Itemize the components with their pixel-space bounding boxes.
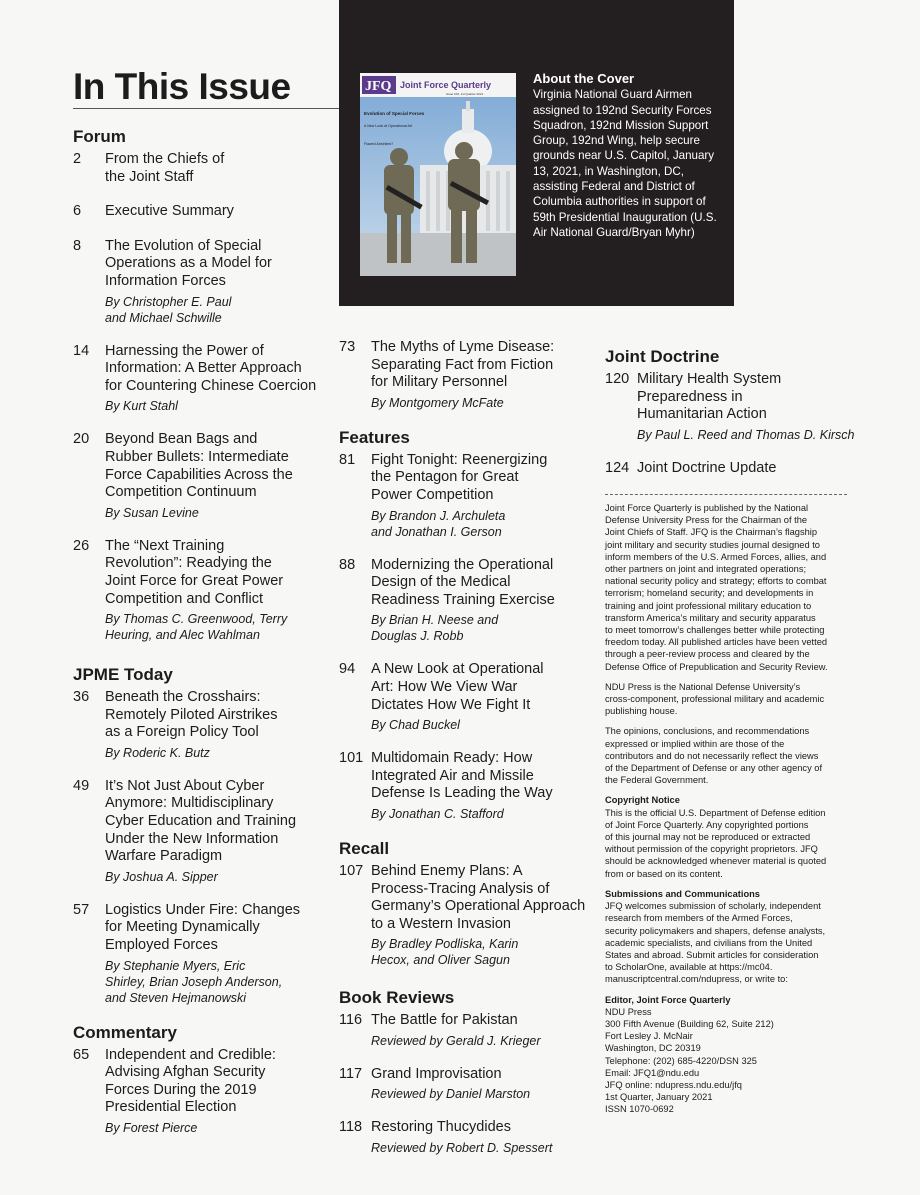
masthead-line: academic specialists, and civilians from the United xyxy=(605,937,813,948)
entry-author xyxy=(637,427,854,443)
entry-title[interactable] xyxy=(105,238,272,291)
title-line: Beyond Bean Bags and xyxy=(105,431,258,448)
entry-body xyxy=(105,238,272,326)
entry-title[interactable] xyxy=(105,902,300,955)
title-line: Revolution”: Readying the xyxy=(105,555,272,572)
title-line: for Countering Chinese Coercion xyxy=(105,377,317,394)
toc-entry[interactable] xyxy=(339,1066,599,1103)
masthead-line: Email: JFQ1@ndu.edu xyxy=(605,1067,700,1078)
masthead-heading: Copyright Notice xyxy=(605,795,680,806)
title-line: The Myths of Lyme Disease: xyxy=(371,339,555,355)
cover-heading: About the Cover xyxy=(533,71,635,86)
title-line: Presidential Election xyxy=(105,1099,237,1116)
title-line: Military Health System xyxy=(637,371,782,387)
title-line: Integrated Air and Missile xyxy=(371,767,534,784)
title-line: Preparedness in xyxy=(637,388,743,405)
masthead-line: other partners on joint and integrated operations; xyxy=(605,564,807,575)
title-line: Operations as a Model for xyxy=(105,255,272,272)
masthead-paragraph xyxy=(605,681,850,718)
title-line: Information Forces xyxy=(105,272,226,289)
title-line: Art: How We View War xyxy=(371,678,518,695)
masthead-line: JFQ online: ndupress.ndu.edu/jfq xyxy=(605,1079,742,1090)
toc-entry[interactable] xyxy=(339,1012,599,1049)
entry-author xyxy=(371,1140,552,1156)
title-line: Defense Is Leading the Way xyxy=(371,785,553,802)
page-number: 116 xyxy=(339,1012,363,1029)
author-line: and Michael Schwille xyxy=(105,310,222,325)
author-line: By Stephanie Myers, Eric xyxy=(105,958,246,973)
toc-entry[interactable] xyxy=(339,661,599,733)
toc-section xyxy=(339,339,599,411)
author-line: By Christopher E. Paul xyxy=(105,294,232,309)
page-number: 20 xyxy=(73,431,90,448)
title-line: Power Competition xyxy=(371,486,494,503)
cover-caption-line: grounds near U.S. Capitol, January xyxy=(533,149,715,163)
toc-section xyxy=(73,1023,333,1136)
author-line: Heuring, and Alec Wahlman xyxy=(105,628,260,643)
title-line: Independent and Credible: xyxy=(105,1046,276,1063)
page-number: 26 xyxy=(73,537,90,554)
entry-title[interactable] xyxy=(105,343,316,396)
svg-text:JFQ: JFQ xyxy=(365,79,392,94)
masthead-paragraph xyxy=(605,1006,850,1116)
entry-title[interactable] xyxy=(371,750,553,803)
entry-body xyxy=(371,1119,552,1156)
title-line: Humanitarian Action xyxy=(637,406,767,423)
toc-entry[interactable] xyxy=(73,238,333,326)
masthead-line: of the Department of Defense or any other agency of xyxy=(605,763,823,774)
author-line: By Joshua A. Sipper xyxy=(105,869,218,884)
author-line: By Jonathan C. Stafford xyxy=(371,806,504,821)
author-line: and Steven Hejmanowski xyxy=(105,990,247,1005)
entry-title[interactable] xyxy=(371,661,544,714)
title-line: the Pentagon for Great xyxy=(371,469,519,486)
author-line: By Brandon J. Archuleta xyxy=(371,508,506,523)
masthead-line: security policymakers and shapers, defense analysts, xyxy=(605,925,826,936)
cover-caption-line: Virginia National Guard Airmen xyxy=(533,88,692,102)
title-line: for Military Personnel xyxy=(371,374,508,391)
author-line: Shirley, Brian Joseph Anderson, xyxy=(105,974,283,989)
toc-entry[interactable] xyxy=(73,431,333,520)
title-line: Process-Tracing Analysis of xyxy=(371,880,550,897)
page-number: 73 xyxy=(339,339,356,355)
author-line: By Montgomery McFate xyxy=(371,395,504,410)
masthead-heading: Submissions and Communications xyxy=(605,888,760,899)
title-line: The Battle for Pakistan xyxy=(371,1012,518,1029)
toc-section xyxy=(73,127,333,643)
masthead-divider xyxy=(605,494,847,495)
section-heading: Recall xyxy=(339,838,390,858)
entry-title[interactable] xyxy=(371,452,547,505)
cover-caption-text xyxy=(533,87,723,240)
cover-caption-line: 59th Presidential Inauguration (U.S. xyxy=(533,210,717,224)
masthead-heading: Editor, Joint Force Quarterly xyxy=(605,994,731,1005)
title-line: for Meeting Dynamically xyxy=(105,919,260,936)
masthead-line: training and joint professional military education to xyxy=(605,600,812,611)
masthead-line: manuscriptcentral.com/ndupress, or write to: xyxy=(605,974,788,985)
title-line: Under the New Information xyxy=(105,830,279,847)
entry-author xyxy=(105,611,287,643)
toc-entry[interactable] xyxy=(73,778,333,885)
entry-body xyxy=(105,151,224,186)
entry-title[interactable] xyxy=(371,557,555,610)
entry-body xyxy=(371,863,585,968)
entry-author xyxy=(371,717,544,733)
masthead-line: of Joint Force Quarterly. Any copyrighted portions xyxy=(605,819,809,830)
masthead-line: JFQ welcomes submission of scholarly, independent xyxy=(605,901,821,912)
entry-body xyxy=(371,1012,541,1049)
page-number: 124 xyxy=(605,459,630,476)
title-line: Harnessing the Power of xyxy=(105,342,264,359)
entry-author xyxy=(105,398,316,414)
author-line: By Susan Levine xyxy=(105,505,199,520)
entry-body xyxy=(105,689,277,761)
author-line: By Roderic K. Butz xyxy=(105,745,210,760)
title-line: Force Capabilities Across the xyxy=(105,466,293,483)
title-line: Dictates How We Fight It xyxy=(371,696,531,713)
masthead-line: without permission of the copyright proprietors. JFQ xyxy=(605,844,818,855)
title-line: Logistics Under Fire: Changes xyxy=(105,901,301,918)
page-number: 117 xyxy=(339,1065,363,1082)
title-line: Rubber Bullets: Intermediate xyxy=(105,448,289,465)
masthead-line: transform America’s military and security apparatus xyxy=(605,612,816,623)
masthead-line: States and abroad. Submit articles for consideration xyxy=(605,949,819,960)
title-line: Beneath the Crosshairs: xyxy=(105,689,261,706)
title-line: Advising Afghan Security xyxy=(105,1064,266,1081)
title-line: to a Western Invasion xyxy=(371,915,511,932)
masthead-line: Washington, DC 20319 xyxy=(605,1043,701,1054)
entry-author xyxy=(371,936,585,968)
section-heading: Features xyxy=(339,427,410,447)
svg-text:Evolution of Special Forces: Evolution of Special Forces xyxy=(364,111,425,116)
toc-entry[interactable] xyxy=(73,343,333,415)
entry-body xyxy=(105,431,293,520)
section-heading: Joint Doctrine xyxy=(605,347,720,366)
masthead-line: the Federal Government. xyxy=(605,775,709,786)
entry-body xyxy=(371,452,547,540)
title-line: Information: A Better Approach xyxy=(105,360,302,377)
title-line: Multidomain Ready: How xyxy=(371,750,533,767)
svg-text:Issue 100, 1st Quarter 2021: Issue 100, 1st Quarter 2021 xyxy=(446,92,484,96)
author-line: By Paul L. Reed and Thomas D. Kirsch xyxy=(637,427,855,442)
toc-entry[interactable] xyxy=(339,452,599,540)
author-line: By Chad Buckel xyxy=(371,718,460,733)
page-number: 94 xyxy=(339,661,356,678)
title-line: A New Look at Operational xyxy=(371,661,544,678)
masthead-line: cross-component, professional military and academic xyxy=(605,694,825,705)
title-line: Fight Tonight: Reenergizing xyxy=(371,451,548,468)
page-number: 118 xyxy=(339,1119,363,1136)
title-line: Restoring Thucydides xyxy=(371,1119,511,1136)
svg-text:Flawed Airstrikes?: Flawed Airstrikes? xyxy=(364,142,394,146)
section-heading: JPME Today xyxy=(73,665,173,685)
entry-title[interactable] xyxy=(105,778,296,866)
entry-author xyxy=(371,1033,541,1049)
entry-title[interactable] xyxy=(105,151,224,186)
masthead-line: through a peer-review process and cleared by the xyxy=(605,649,810,660)
masthead-line: to ScholarOne, available at https://mc04. xyxy=(605,962,773,973)
title-line: Executive Summary xyxy=(105,203,234,220)
title-line: The Evolution of Special xyxy=(105,237,262,254)
title-line: Germany’s Operational Approach xyxy=(371,898,586,915)
masthead-line: expressed or implied within are those of the xyxy=(605,738,785,749)
title-line: Design of the Medical xyxy=(371,574,511,591)
page-number: 14 xyxy=(73,342,90,359)
masthead-line: research from members of the Armed Forces, xyxy=(605,913,793,924)
page-number: 107 xyxy=(339,862,364,879)
cover-panel xyxy=(339,0,734,306)
title-line: Forces During the 2019 xyxy=(105,1081,257,1098)
toc-section xyxy=(339,428,599,822)
title-line: the Joint Staff xyxy=(105,168,194,185)
title-line: It’s Not Just About Cyber xyxy=(105,777,265,794)
masthead-line: terrorism; homeland security; and developments in xyxy=(605,588,814,599)
toc-entry[interactable] xyxy=(339,557,599,645)
svg-text:A New Look at Operational Art: A New Look at Operational Art xyxy=(364,124,413,128)
author-line: Hecox, and Oliver Sagun xyxy=(371,953,510,968)
author-line: By Forest Pierce xyxy=(105,1121,198,1135)
section-heading: Book Reviews xyxy=(339,988,455,1008)
masthead-line: inform members of the U.S. Armed Forces, allies, and xyxy=(605,551,827,562)
masthead-line: 300 Fifth Avenue (Building 62, Suite 212) xyxy=(605,1018,774,1029)
cover-caption-line: Squadron, 192nd Mission Support xyxy=(533,118,709,132)
cover-caption-line: Group, 192nd Wing, help secure xyxy=(533,134,700,148)
masthead-paragraph xyxy=(605,807,850,880)
masthead-paragraph xyxy=(605,502,850,673)
toc-entry[interactable] xyxy=(339,863,599,968)
entry-author xyxy=(105,869,296,885)
masthead-line: national security policy and strategy; efforts to combat xyxy=(605,576,827,587)
masthead-line: Defense Office of Prepublication and Security Review. xyxy=(605,661,828,672)
masthead-line: Joint Chiefs of Staff. JFQ is the Chairman’s flagship xyxy=(605,527,818,538)
cover-caption-line: Columbia authorities in support of xyxy=(533,195,706,209)
title-line: Warfare Paradigm xyxy=(105,848,223,865)
entry-body xyxy=(105,902,300,1006)
toc-section xyxy=(339,839,599,968)
toc-entry[interactable] xyxy=(73,902,333,1006)
toc-entry[interactable] xyxy=(605,460,865,478)
page-number: 88 xyxy=(339,556,356,573)
title-line: Cyber Education and Training xyxy=(105,813,297,830)
cover-illustration xyxy=(360,73,516,276)
toc-entry[interactable] xyxy=(73,538,333,643)
author-line: Douglas J. Robb xyxy=(371,629,464,644)
masthead-line: Telephone: (202) 685-4220/DSN 325 xyxy=(605,1055,757,1066)
masthead-line: publishing house. xyxy=(605,706,678,717)
toc-entry[interactable] xyxy=(339,1119,599,1156)
masthead-line: from or based on its content. xyxy=(605,868,723,879)
toc-entry[interactable] xyxy=(73,203,333,221)
masthead-line: 1st Quarter, January 2021 xyxy=(605,1092,713,1103)
section-heading: Commentary xyxy=(73,1022,177,1042)
page-title: In This Issue xyxy=(73,66,291,107)
entry-body xyxy=(371,1066,530,1103)
entry-body xyxy=(105,1047,276,1136)
cover-caption-line: Air National Guard/Bryan Myhr) xyxy=(533,225,695,239)
title-line: Modernizing the Operational xyxy=(371,556,554,573)
entry-author xyxy=(371,508,547,540)
masthead-line: Fort Lesley J. McNair xyxy=(605,1031,693,1042)
page-number: 8 xyxy=(73,237,82,254)
entry-title[interactable] xyxy=(105,431,293,501)
contents-column-3 xyxy=(605,347,865,494)
masthead-line: The opinions, conclusions, and recommendations xyxy=(605,726,810,737)
entry-author xyxy=(105,294,272,326)
title-line: Behind Enemy Plans: A xyxy=(371,862,523,879)
page-number: 49 xyxy=(73,777,90,794)
page-number: 101 xyxy=(339,750,364,767)
title-line: Remotely Piloted Airstrikes xyxy=(105,706,278,723)
section-heading: Forum xyxy=(73,127,126,146)
entry-title[interactable] xyxy=(371,1119,552,1137)
cover-image[interactable] xyxy=(360,73,516,276)
entry-body xyxy=(371,339,554,411)
author-line: Reviewed by Gerald J. Krieger xyxy=(371,1033,541,1048)
entry-body xyxy=(105,343,316,415)
masthead-paragraph xyxy=(605,900,850,985)
entry-author xyxy=(371,612,555,644)
entry-title[interactable] xyxy=(105,689,277,742)
toc-entry[interactable] xyxy=(605,371,865,443)
toc-section xyxy=(73,665,333,1006)
page-number: 57 xyxy=(73,901,90,918)
author-line: Reviewed by Daniel Marston xyxy=(371,1087,531,1102)
title-line: The “Next Training xyxy=(105,537,225,554)
entry-body xyxy=(105,538,287,643)
author-line: and Jonathan I. Gerson xyxy=(371,524,502,539)
page-number: 36 xyxy=(73,689,90,706)
entry-title[interactable] xyxy=(371,339,554,392)
author-line: By Brian H. Neese and xyxy=(371,613,499,628)
title-line: Joint Force for Great Power xyxy=(105,572,284,589)
masthead-line: should be acknowledged whenever material is quoted xyxy=(605,856,827,867)
entry-title[interactable] xyxy=(637,460,776,478)
entry-title[interactable] xyxy=(371,1012,541,1030)
entry-body xyxy=(637,460,776,478)
entry-author xyxy=(105,505,293,521)
masthead-line: NDU Press is the National Defense University’s xyxy=(605,681,801,692)
toc-entry[interactable] xyxy=(73,1047,333,1136)
entry-title[interactable] xyxy=(371,1066,530,1084)
masthead-line: Defense University Press for the Chairman of the xyxy=(605,515,808,526)
toc-entry[interactable] xyxy=(339,339,599,411)
entry-body xyxy=(105,203,234,221)
entry-body xyxy=(371,750,553,822)
toc-section xyxy=(339,988,599,1156)
title-line: Competition Continuum xyxy=(105,484,257,501)
contents-column-2 xyxy=(339,339,599,1173)
entry-author xyxy=(105,958,300,1006)
masthead xyxy=(605,502,850,1124)
toc-section xyxy=(605,347,865,477)
page-number: 6 xyxy=(73,203,82,220)
title-line: as a Foreign Policy Tool xyxy=(105,724,259,741)
toc-entry[interactable] xyxy=(73,689,333,761)
entry-body xyxy=(637,371,854,443)
cover-caption-line: assisting Federal and District of xyxy=(533,180,695,194)
masthead-paragraph xyxy=(605,725,850,786)
author-line: By Thomas C. Greenwood, Terry xyxy=(105,612,288,627)
svg-text:Joint Force Quarterly: Joint Force Quarterly xyxy=(400,80,492,90)
entry-title[interactable] xyxy=(105,538,287,608)
title-line: Anymore: Multidisciplinary xyxy=(105,795,274,812)
title-line: Separating Fact from Fiction xyxy=(371,356,554,373)
toc-entry[interactable] xyxy=(73,151,333,186)
title-rule xyxy=(73,108,339,109)
masthead-line: freedom today. All published articles have been vetted xyxy=(605,637,828,648)
page-number: 2 xyxy=(73,151,82,167)
author-line: Reviewed by Robert D. Spessert xyxy=(371,1141,553,1156)
cover-caption-line: 13, 2021, in Washington, DC, xyxy=(533,164,685,178)
author-line: By Bradley Podliska, Karin xyxy=(371,937,519,952)
page-number: 81 xyxy=(339,451,356,468)
title-line: Grand Improvisation xyxy=(371,1065,502,1082)
contents-column-1 xyxy=(73,127,333,1153)
entry-body xyxy=(371,557,555,645)
toc-entry[interactable] xyxy=(339,750,599,822)
masthead-line: NDU Press xyxy=(605,1006,652,1017)
page-number: 120 xyxy=(605,371,630,387)
entry-title[interactable] xyxy=(637,371,854,424)
entry-author xyxy=(105,745,277,761)
entry-title[interactable] xyxy=(371,863,585,933)
entry-title[interactable] xyxy=(105,1047,276,1117)
title-line: Joint Doctrine Update xyxy=(637,459,777,476)
page-number: 65 xyxy=(73,1046,90,1063)
entry-body xyxy=(105,778,296,885)
masthead-line: to meet tomorrow’s challenges better while protecting xyxy=(605,625,825,636)
cover-caption-line: assigned to 192nd Security Forces xyxy=(533,103,712,117)
masthead-line: joint military and security studies journal designed to xyxy=(605,539,820,550)
title-line: Readiness Training Exercise xyxy=(371,591,555,608)
title-line: Employed Forces xyxy=(105,937,218,954)
title-line: From the Chiefs of xyxy=(105,151,225,167)
masthead-line: This is the official U.S. Department of Defense edition xyxy=(605,807,826,818)
entry-author xyxy=(371,395,554,411)
masthead-line: of this journal may not be reproduced or extracted xyxy=(605,832,811,843)
cover-caption xyxy=(533,71,723,240)
entry-author xyxy=(371,806,553,822)
entry-title[interactable] xyxy=(105,203,234,221)
entry-author xyxy=(105,1120,276,1136)
masthead-line: ISSN 1070-0692 xyxy=(605,1104,674,1115)
masthead-line: Joint Force Quarterly is published by the National xyxy=(605,503,809,513)
masthead-line: contributors and do not necessarily reflect the views xyxy=(605,750,819,761)
title-line: Competition and Conflict xyxy=(105,590,263,607)
entry-body xyxy=(371,661,544,733)
entry-author xyxy=(371,1086,530,1102)
author-line: By Kurt Stahl xyxy=(105,399,178,414)
